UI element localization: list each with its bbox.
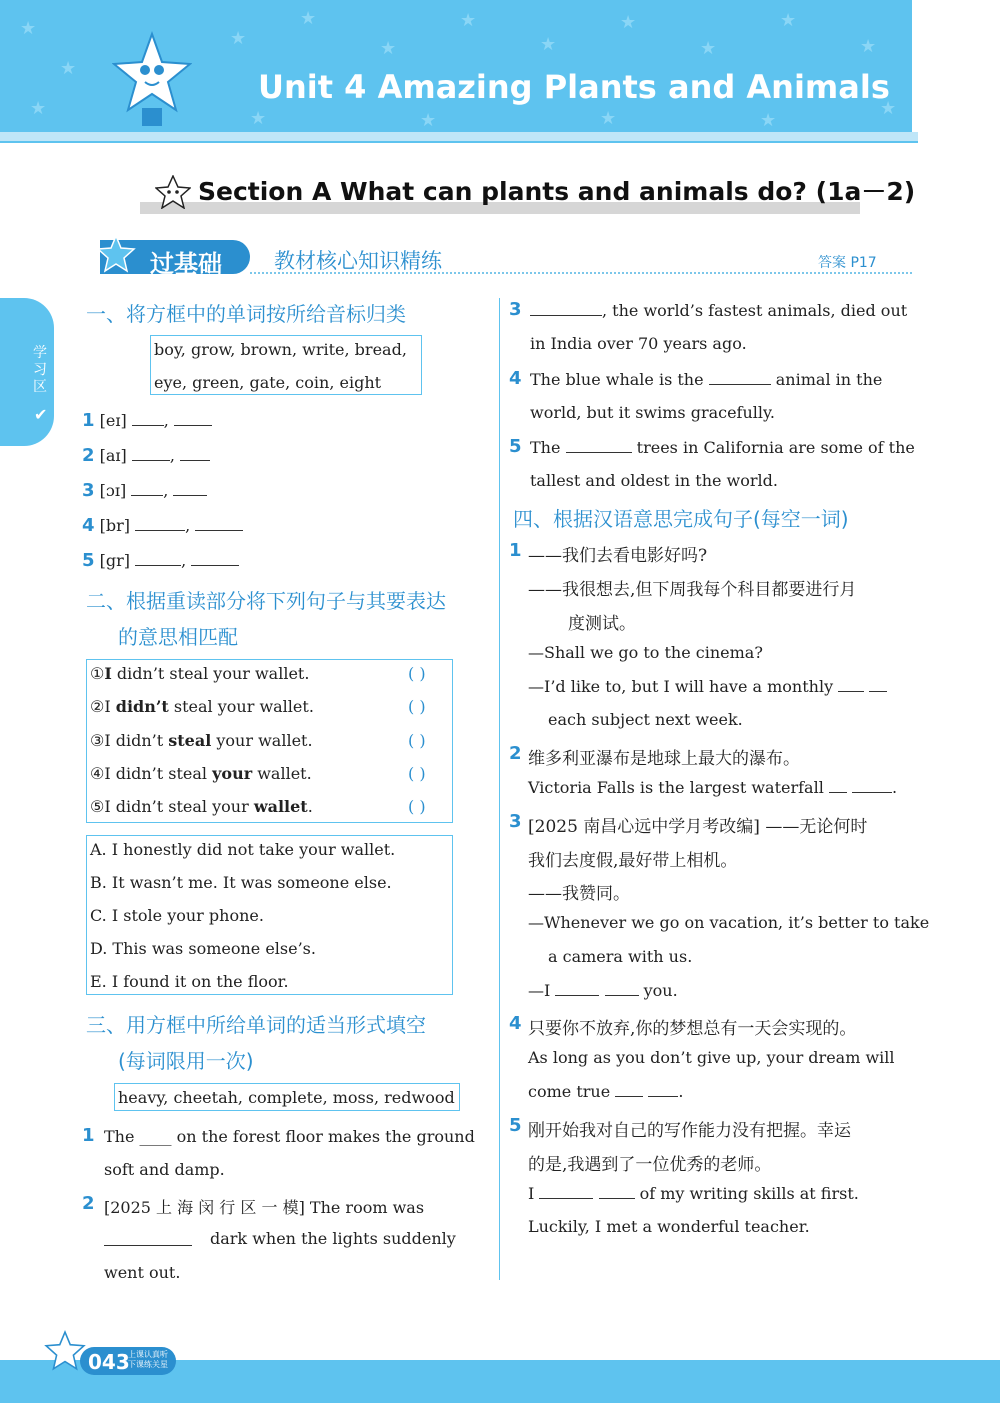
answer-blank[interactable] bbox=[599, 1184, 635, 1199]
base-label: 过基础 bbox=[150, 250, 222, 278]
part2-heading: 二、根据重读部分将下列句子与其要表达 bbox=[86, 589, 446, 613]
list-item: 2 [aɪ] , bbox=[82, 445, 210, 466]
question-line: I of my writing skills at first. bbox=[528, 1184, 859, 1203]
question-line: The blue whale is the animal in the bbox=[530, 370, 883, 389]
sentence-item: ②I didn’t steal your wallet. bbox=[90, 697, 314, 716]
star-face-icon bbox=[155, 175, 191, 209]
answer-blank[interactable] bbox=[135, 551, 181, 566]
question-line: 只要你不放弃,你的梦想总有一天会实现的。 bbox=[528, 1019, 857, 1039]
question-line: As long as you don’t give up, your dream will bbox=[528, 1048, 895, 1067]
answer-paren[interactable]: ( ) bbox=[408, 731, 426, 750]
option-item: B. It wasn’t me. It was someone else. bbox=[90, 873, 392, 892]
part4-heading: 四、根据汉语意思完成句子(每空一词) bbox=[513, 507, 849, 531]
star-mascot-icon bbox=[112, 30, 192, 130]
question-line bbox=[104, 1231, 192, 1250]
question-line: come true . bbox=[528, 1082, 684, 1101]
option-item: A. I honestly did not take your wallet. bbox=[90, 840, 396, 859]
answer-blank[interactable] bbox=[566, 438, 632, 453]
page-number: 043 bbox=[88, 1350, 130, 1374]
question-line: went out. bbox=[104, 1263, 181, 1282]
question-line: , the world’s fastest animals, died out bbox=[530, 301, 907, 320]
answer-blank[interactable] bbox=[195, 516, 243, 531]
question-line: Victoria Falls is the largest waterfall . bbox=[528, 778, 898, 797]
q-number: 2 bbox=[82, 1193, 95, 1214]
list-item: 1 [eɪ] , bbox=[82, 410, 212, 431]
column-divider bbox=[499, 298, 500, 1280]
option-item: D. This was someone else’s. bbox=[90, 939, 316, 958]
q-number: 4 bbox=[509, 368, 522, 389]
answer-blank[interactable] bbox=[605, 981, 639, 996]
sentence-item: ⑤I didn’t steal your wallet. bbox=[90, 797, 313, 816]
question-line: The ____ on the forest floor makes the ground bbox=[104, 1127, 475, 1146]
side-tab-label: 学习区 bbox=[33, 345, 47, 395]
question-line: dark when the lights suddenly bbox=[210, 1229, 456, 1248]
question-line: ——我赞同。 bbox=[528, 884, 630, 904]
question-line: tallest and oldest in the world. bbox=[530, 471, 778, 490]
answer-blank[interactable] bbox=[191, 551, 239, 566]
part1-heading: 一、将方框中的单词按所给音标归类 bbox=[86, 302, 406, 326]
answer-blank[interactable] bbox=[829, 778, 847, 793]
question-line: —I you. bbox=[528, 981, 678, 1000]
question-line: 的是,我遇到了一位优秀的老师。 bbox=[528, 1155, 772, 1175]
question-line: each subject next week. bbox=[548, 710, 743, 729]
question-line: 我们去度假,最好带上相机。 bbox=[528, 851, 738, 871]
q-number: 1 bbox=[509, 540, 522, 561]
check-icon: ✔ bbox=[34, 405, 48, 424]
answer-blank[interactable] bbox=[173, 481, 207, 496]
question-line: 刚开始我对自己的写作能力没有把握。幸运 bbox=[528, 1121, 851, 1141]
answer-blank[interactable] bbox=[709, 370, 771, 385]
dotted-rule bbox=[250, 272, 912, 274]
word-box-text: heavy, cheetah, complete, moss, redwood bbox=[118, 1088, 455, 1107]
answer-blank[interactable] bbox=[132, 411, 164, 426]
part2-heading-cont: 的意思相匹配 bbox=[118, 625, 238, 649]
answer-blank[interactable] bbox=[615, 1082, 643, 1097]
part3-heading-cont: (每词限用一次) bbox=[118, 1049, 254, 1073]
q-number: 5 bbox=[509, 436, 522, 457]
list-item: 3 [ɔɪ] , bbox=[82, 480, 207, 501]
star-badge-icon bbox=[96, 234, 136, 274]
answer-blank[interactable] bbox=[530, 301, 602, 316]
q-number: 5 bbox=[509, 1115, 522, 1136]
page-motto: 上课认真听 下课练关星 bbox=[128, 1350, 168, 1369]
answer-paren[interactable]: ( ) bbox=[408, 797, 426, 816]
answer-blank[interactable] bbox=[555, 981, 599, 996]
question-line: —I’d like to, but I will have a monthly bbox=[528, 677, 887, 696]
sentence-item: ③I didn’t steal your wallet. bbox=[90, 731, 313, 750]
question-line: —Shall we go to the cinema? bbox=[528, 643, 763, 662]
sentence-item: ④I didn’t steal your wallet. bbox=[90, 764, 312, 783]
word-box-line1: boy, grow, brown, write, bread, bbox=[154, 340, 407, 359]
option-item: C. I stole your phone. bbox=[90, 906, 264, 925]
answer-blank[interactable] bbox=[104, 1231, 192, 1246]
answer-blank[interactable] bbox=[135, 516, 185, 531]
question-line: soft and damp. bbox=[104, 1160, 225, 1179]
answer-blank[interactable] bbox=[539, 1184, 593, 1199]
q-number: 3 bbox=[509, 811, 522, 832]
answer-ref: 答案 P17 bbox=[818, 255, 877, 271]
answer-paren[interactable]: ( ) bbox=[408, 664, 426, 683]
answer-blank[interactable] bbox=[174, 411, 212, 426]
answer-blank[interactable] bbox=[648, 1082, 678, 1097]
question-line: a camera with us. bbox=[548, 947, 693, 966]
part3-heading: 三、用方框中所给单词的适当形式填空 bbox=[86, 1013, 426, 1037]
question-line: 维多利亚瀑布是地球上最大的瀑布。 bbox=[528, 749, 800, 769]
answer-paren[interactable]: ( ) bbox=[408, 697, 426, 716]
question-line: The trees in California are some of the bbox=[530, 438, 915, 457]
question-line: [2025 上 海 闵 行 区 一 模] The room was bbox=[104, 1198, 425, 1217]
q-number: 2 bbox=[509, 743, 522, 764]
answer-blank[interactable] bbox=[852, 778, 892, 793]
word-box-line2: eye, green, gate, coin, eight bbox=[154, 373, 382, 392]
base-subtitle: 教材核心知识精练 bbox=[274, 249, 442, 273]
q-number: 3 bbox=[509, 299, 522, 320]
header-underline bbox=[0, 132, 918, 143]
answer-blank[interactable] bbox=[180, 446, 210, 461]
question-line: [2025 南昌心远中学月考改编] ——无论何时 bbox=[528, 817, 868, 837]
answer-blank[interactable] bbox=[838, 677, 864, 692]
section-title: Section A What can plants and animals do? (1a－2) bbox=[198, 177, 916, 206]
q-number: 1 bbox=[82, 1125, 95, 1146]
answer-blank[interactable] bbox=[131, 481, 163, 496]
question-line: ——我很想去,但下周我每个科目都要进行月 bbox=[528, 580, 857, 600]
question-line: —Whenever we go on vacation, it’s better to take bbox=[528, 913, 930, 932]
list-item: 4 [br] , bbox=[82, 515, 243, 536]
header-banner: ★ ★ ★ ★ ★ ★ ★ ★ ★ ★ ★ ★ ★ ★ ★ ★ ★ bbox=[0, 0, 912, 132]
question-line: world, but it swims gracefully. bbox=[530, 403, 776, 422]
answer-blank[interactable] bbox=[869, 677, 887, 692]
question-line: ——我们去看电影好吗? bbox=[528, 546, 708, 566]
answer-paren[interactable]: ( ) bbox=[408, 764, 426, 783]
unit-title: Unit 4 Amazing Plants and Animals bbox=[258, 68, 890, 106]
option-item: E. I found it on the floor. bbox=[90, 972, 289, 991]
question-line: 度测试。 bbox=[568, 614, 636, 634]
answer-blank[interactable] bbox=[132, 446, 170, 461]
star-mascot-icon bbox=[44, 1330, 86, 1372]
list-item: 5 [gr] , bbox=[82, 550, 239, 571]
sentence-item: ①I didn’t steal your wallet. bbox=[90, 664, 310, 683]
question-line: Luckily, I met a wonderful teacher. bbox=[528, 1217, 810, 1236]
q-number: 4 bbox=[509, 1013, 522, 1034]
question-line: in India over 70 years ago. bbox=[530, 334, 747, 353]
